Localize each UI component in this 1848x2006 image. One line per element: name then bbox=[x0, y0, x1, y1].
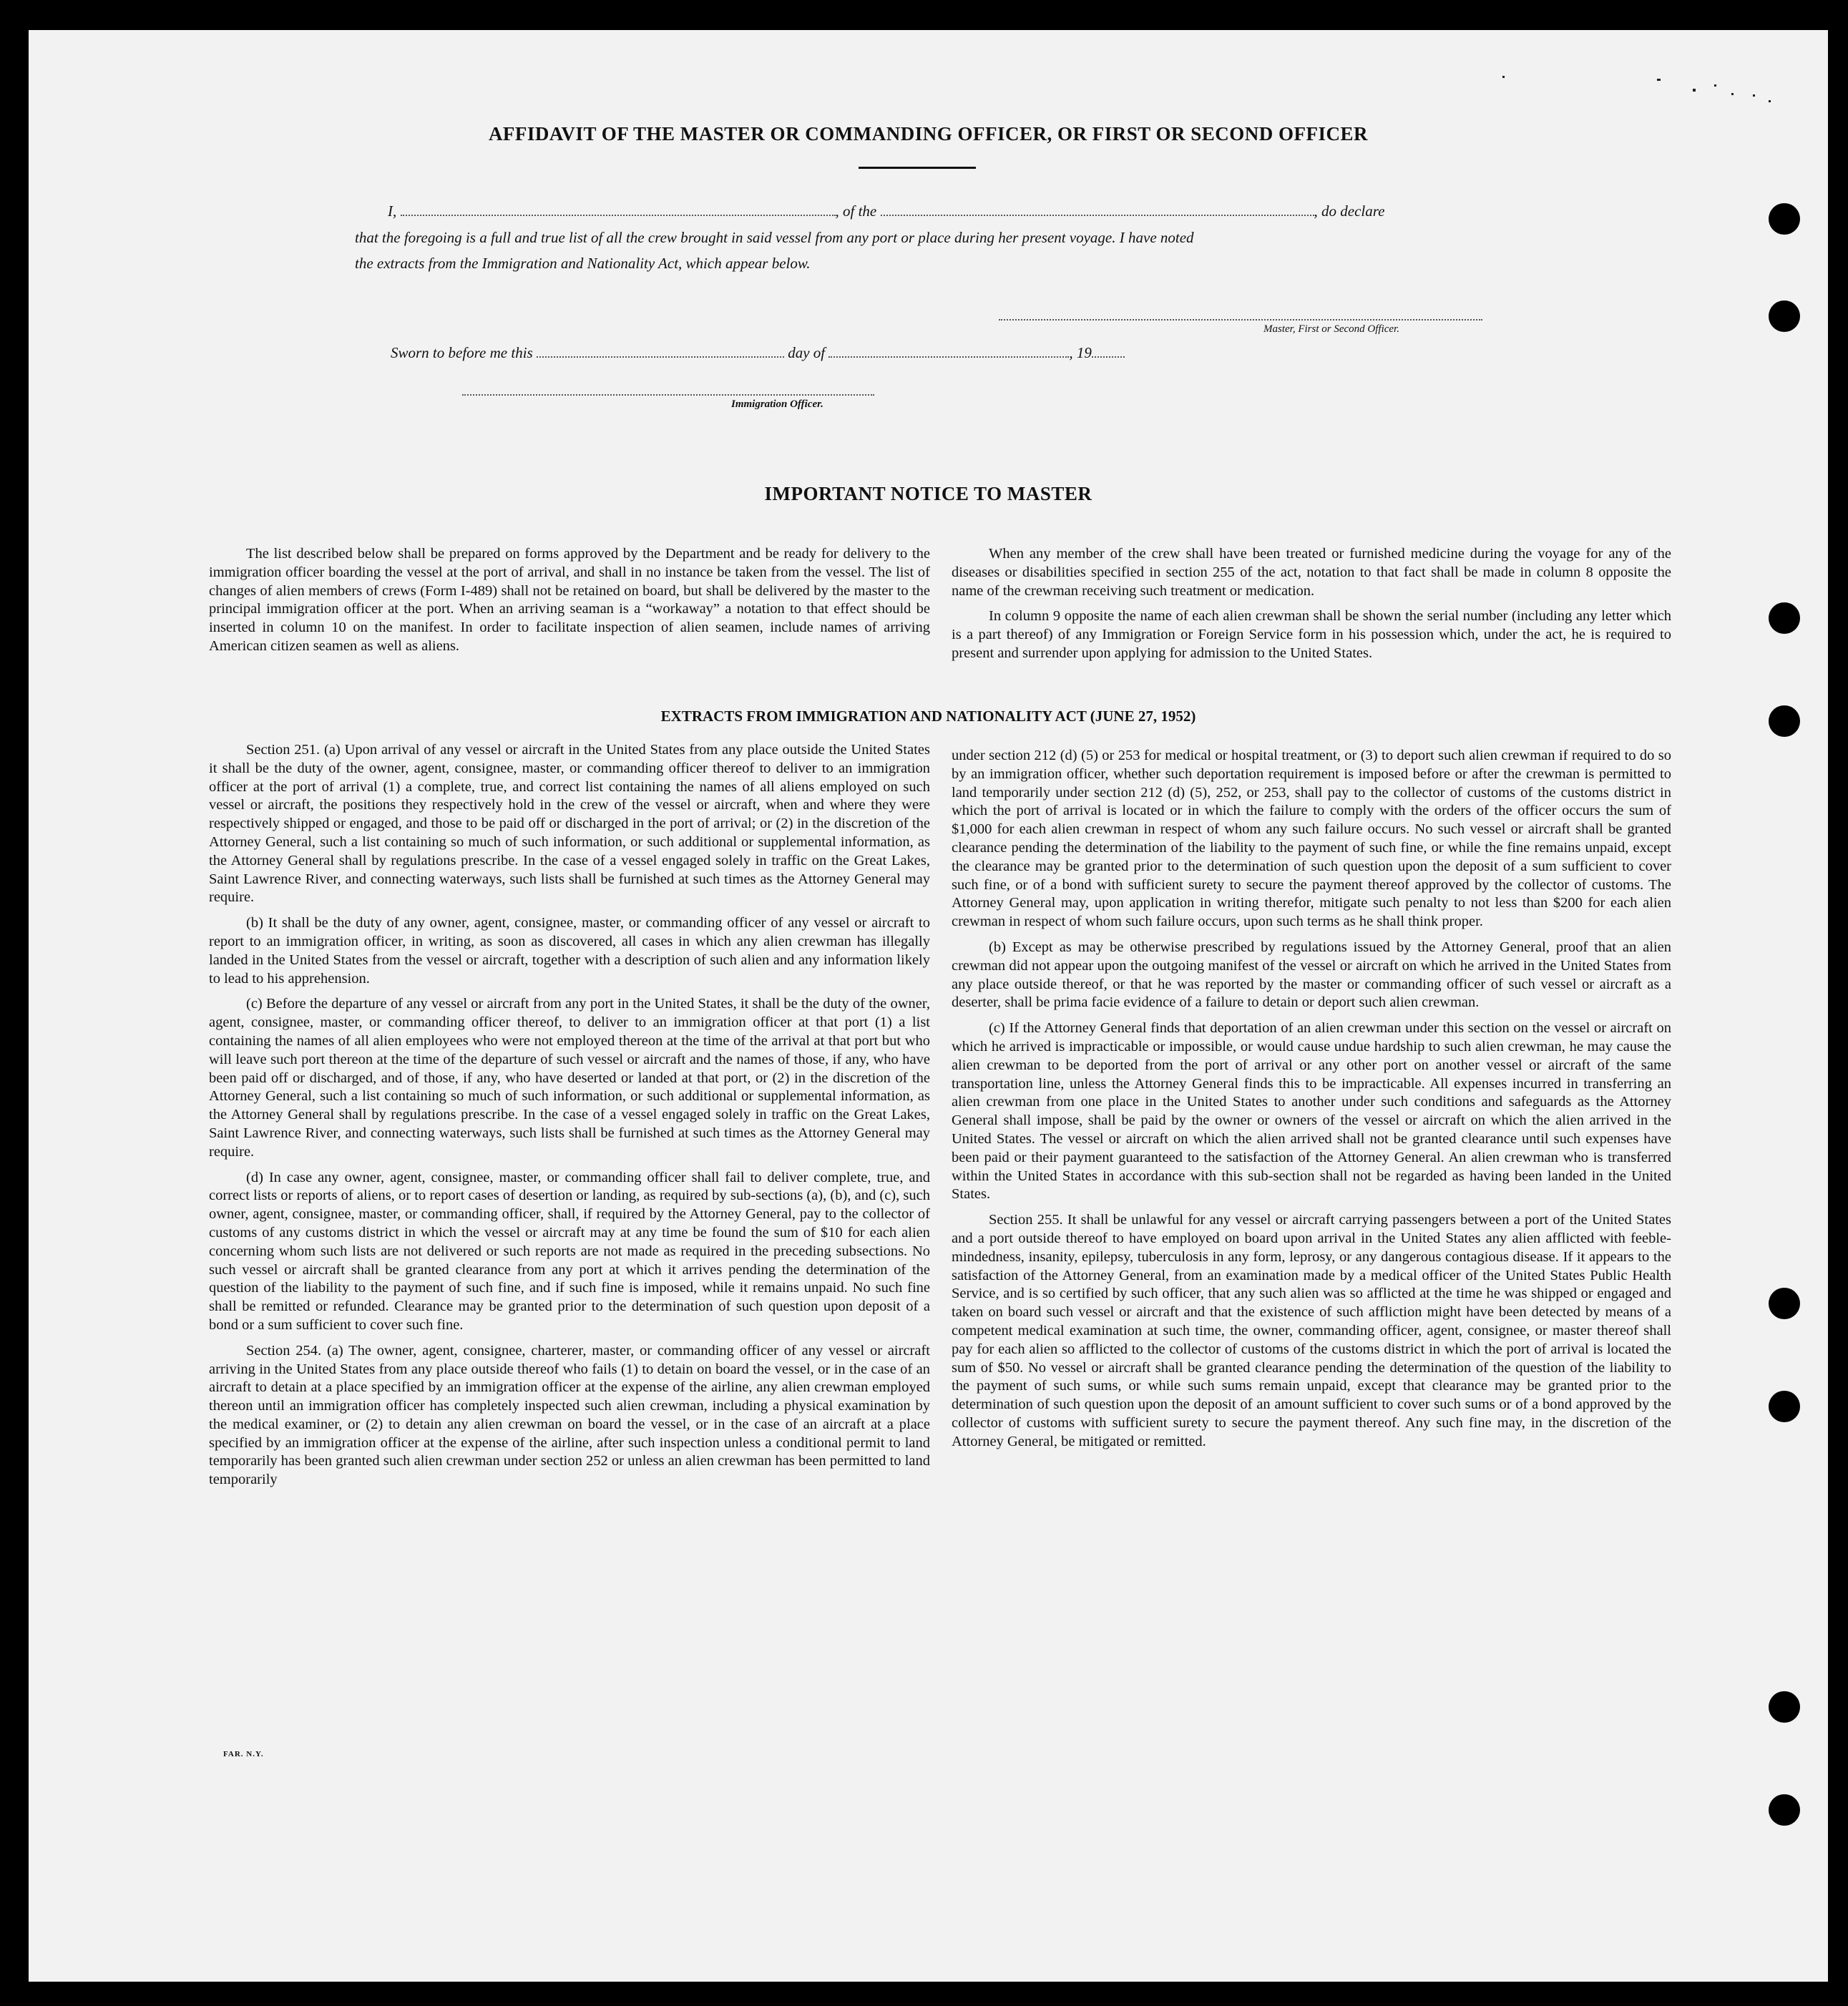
section-251-c: (c) Before the departure of any vessel or aircraft from any port in the United States, it shall be the duty of the owner, agent, consignee, master, or commanding officer thereof, to deliver to an immigration officer at that port (1) a list containing the names of all alien employees who were not employed thereon at the time of the arrival at that port but who will leave such port thereon at the time of the departure of such vessel or aircraft and the names of those, if any, who have been paid off or discharged, and of those, if any, who have deserted or landed at that port, or (2) in the discretion of the Attorney General, such a list containing so much of such information, or such additional or supplemental information, as the Attorney General shall by regulations prescribe. In the case of a vessel engaged solely in traffic on the Great Lakes, Saint Lawrence River, and connecting waterways, such lists shall be furnished at such times as the Attorney General may require. bbox=[209, 996, 930, 1160]
punch-hole bbox=[1769, 1794, 1800, 1826]
extracts-title: EXTRACTS FROM IMMIGRATION AND NATIONALITY ACT (JUNE 27, 1952) bbox=[660, 708, 1196, 725]
title-underline bbox=[859, 167, 976, 169]
section-251-a: Section 251. (a) Upon arrival of any vessel or aircraft in the United States from any place outside the United States it shall be the duty of the owner, agent, consignee, master, or commanding officer thereof to deliver to an immigration officer at the port of arrival (1) a complete, true, and correct list containing the names of all aliens employed on such vessel or aircraft, the positions they respectively hold in the crew of the vessel or aircraft, when and where they were respectively shipped or engaged, and those to be paid off or discharged in the port of arrival; or (2) in the discretion of the Attorney General, such a list containing so much of such information, or such additional or supplemental information, as the Attorney General shall by regulations prescribe. In the case of a vessel engaged solely in traffic on the Great Lakes, Saint Lawrence River, and connecting waterways, such lists shall be furnished at such times as the Attorney General may require. bbox=[209, 742, 930, 906]
affidavit-line-3: the extracts from the Immigration and Nationality Act, which appear below. bbox=[355, 255, 811, 272]
scan-speck bbox=[1693, 89, 1696, 92]
scan-speck bbox=[1753, 94, 1755, 97]
punch-hole bbox=[1769, 300, 1800, 332]
section-254-c: (c) If the Attorney General finds that deportation of an alien crewman under this section on the vessel or aircraft on which he arrived is impracticable or impossible, or would cause undue hardship to such alien crewman, he may cause the alien crewman to be deported from the port of arrival or any other port on another vessel or aircraft of the same transportation line, unless the Attorney General finds this to be impracticable. All expenses incurred in transferring an alien crewman from one place in the United States to another under such conditions and safeguards as the Attorney General shall impose, shall be paid by the owner or owners of the vessel or aircraft on which the alien arrived in the United States. The vessel or aircraft on which the alien arrived shall not be granted clearance until such expenses have been paid or their payment guaranteed to the satisfaction of the Attorney General. An alien crewman who is transferred within the United States in accordance with this sub-section shall not be regarded as having been landed in the United States. bbox=[952, 1020, 1671, 1203]
sworn-year-field[interactable] bbox=[1092, 343, 1125, 358]
crew-officer-name-field[interactable] bbox=[401, 202, 836, 216]
immigration-officer-signature-line[interactable] bbox=[462, 394, 874, 396]
section-254-b: (b) Except as may be otherwise prescribed by regulations issued by the Attorney General, proof that an alien crewman did not appear upon the outgoing manifest of the vessel or aircraft on which he arrived in the United States from any place outside thereof, or that he was reported by the master or commanding officer of such vessel or aircraft as a deserter, shall be prima facie evidence of a failure to detain or deport such alien crewman. bbox=[952, 939, 1671, 1011]
punch-hole bbox=[1769, 203, 1800, 235]
punch-hole bbox=[1769, 602, 1800, 634]
sworn-month-field[interactable] bbox=[828, 343, 1069, 358]
section-255: Section 255. It shall be unlawful for any vessel or aircraft carrying passengers between a port of the United States and a port outside thereof to have employed on board upon arrival in the United States any alien afflicted with feeble-mindedness, insanity, epilepsy, tuberculosis in any form, leprosy, or any dangerous contagious disease. If it appears to the satisfaction of the Attorney General, from an examination made by a medical officer of the United States Public Health Service, and is so certified by such officer, that any such alien was so afflicted at the time he was shipped or engaged and taken on board such vessel or aircraft and that the existence of such affliction might have been detected by means of a competent medical examination at such time, the owner, commanding officer, agent, consignee, or master thereof shall pay for each alien so afflicted to the collector of customs of the customs district in which the port of arrival is located the sum of $50. No vessel or aircraft shall be granted clearance pending the determination of the question of the liability to the payment of such sums, or while such sums remain unpaid, except that clearance may be granted prior to the determination of such question upon the deposit of an amount sufficient to cover such sums or of a bond approved by the collector of customs with sufficient surety to secure the payment thereof. Any such fine may, in the discretion of the Attorney General, be mitigated or remitted. bbox=[952, 1212, 1671, 1449]
affidavit-line-1 bbox=[388, 202, 1384, 220]
sworn-prefix-label: Sworn to before me this bbox=[391, 344, 533, 361]
scan-speck bbox=[1502, 76, 1505, 78]
affidavit-i-label: I, bbox=[388, 202, 397, 220]
notice-left-column bbox=[209, 545, 930, 656]
immigration-officer-label: Immigration Officer. bbox=[731, 398, 823, 410]
punch-hole bbox=[1769, 1288, 1800, 1319]
document-page bbox=[29, 30, 1828, 1982]
extracts-right-column bbox=[952, 747, 1671, 1451]
notice-right-paragraph-1: When any member of the crew shall have been treated or furnished medicine during the voyage for any of the diseases or disabilities specified in section 255 of the act, notation to that fact shall be made in column 8 opposite the name of the crewman receiving such treatment or medication. bbox=[952, 546, 1671, 599]
notice-right-paragraph-2: In column 9 opposite the name of each alien crewman shall be shown the serial number (including any letter which is a part thereof) of any Immigration or Foreign Service form in his possession which, under the act, he is required to present and surrender upon applying for admission to the United States. bbox=[952, 608, 1671, 661]
sworn-day-field[interactable] bbox=[537, 343, 784, 358]
affidavit-line-2: that the foregoing is a full and true list of all the crew brought in said vessel from any port or place during her present voyage. I have noted bbox=[355, 229, 1194, 246]
vessel-name-field[interactable] bbox=[881, 202, 1314, 216]
section-254-a-continued: under section 212 (d) (5) or 253 for medical or hospital treatment, or (3) to deport such alien crewman if required to do so by an immigration officer, whether such deportation requirement is imposed before or after the crewman is permitted to land temporarily under section 212 (d) (5), 252, or 253, shall pay to the collector of customs of the customs district in which the port of arrival is located or in which the failure to comply with the orders of the officer occurs the sum of $1,000 for each alien crewman in respect of whom any such failure occurs. No such vessel or aircraft shall be granted clearance pending the determination of the liability to the payment of such fine, or while the fine remains unpaid, except the clearance may be granted prior to the determination of such question upon the deposit of a sum sufficient to cover such fine, or of a bond with sufficient surety to secure the payment thereof approved by the collector of customs. The Attorney General may, upon application in writing therefor, mitigate such penalty to not less than $200 for each alien crewman in respect of whom such failure occurs, upon such terms as he shall think proper. bbox=[952, 748, 1671, 930]
sworn-year-label: , 19 bbox=[1069, 344, 1092, 361]
punch-hole bbox=[1769, 1691, 1800, 1723]
printer-mark: FAR. N.Y. bbox=[223, 1750, 264, 1758]
affidavit-title: AFFIDAVIT OF THE MASTER OR COMMANDING OFFICER, OR FIRST OR SECOND OFFICER bbox=[488, 123, 1369, 145]
notice-title: IMPORTANT NOTICE TO MASTER bbox=[764, 483, 1092, 504]
scan-speck bbox=[1731, 93, 1734, 95]
section-254-a: Section 254. (a) The owner, agent, consignee, charterer, master, or commanding officer of any vessel or aircraft arriving in the United States from any place outside thereof who fails (1) to detain on board the vessel, or in the case of an aircraft to detain at a place specified by an immigration officer at the expense of the airline, any alien crewman employed thereon until an immigration officer has completely inspected such alien crewman, including a physical examination by the medical examiner, or (2) to detain any alien crewman on board the vessel, or in the case of an aircraft at a place specified by an immigration officer at the expense of the airline, after such inspection unless a conditional permit to land temporarily has been granted such alien crewman under section 252 or unless an alien crewman has been permitted to land temporarily bbox=[209, 1342, 930, 1488]
notice-right-column bbox=[952, 545, 1671, 663]
sworn-day-of-label: day of bbox=[788, 344, 826, 361]
extracts-left-column bbox=[209, 741, 930, 1489]
affidavit-of-the-label: , of the bbox=[835, 202, 877, 220]
scan-speck bbox=[1714, 84, 1716, 87]
affidavit-do-declare-label: , do declare bbox=[1314, 202, 1385, 220]
master-signature-label: Master, First or Second Officer. bbox=[1263, 323, 1399, 335]
scan-speck bbox=[1769, 100, 1771, 102]
notice-left-paragraph: The list described below shall be prepared on forms approved by the Department and be ready for delivery to the immigration officer boarding the vessel at the port of arrival, and shall in no instance be taken from the vessel. The list of changes of alien members of crews (Form I-489) shall not be retained on board, but shall be delivered by the master to the principal immigration officer at the port. When an arriving seaman is a “workaway” a notation to that effect should be inserted in column 10 on the manifest. In order to facilitate inspection of alien seamen, include names of arriving American citizen seamen as well as aliens. bbox=[209, 546, 930, 654]
punch-hole bbox=[1769, 1391, 1800, 1422]
section-251-b: (b) It shall be the duty of any owner, agent, consignee, master, or commanding officer of any vessel or aircraft to report to an immigration officer, in writing, as soon as discovered, all cases in which any alien crewman has illegally landed in the United States from the vessel or aircraft, together with a description of such alien and any information likely to lead to his apprehension. bbox=[209, 915, 930, 987]
scan-speck bbox=[1657, 79, 1661, 81]
section-251-d: (d) In case any owner, agent, consignee, master, or commanding officer shall fail to deliver complete, true, and correct lists or reports of aliens, or to report cases of desertion or landing, as required by sub-sections (a), (b), and (c), such owner, agent, consignee, master, or commanding officer, shall, if required by the Attorney General, pay to the collector of customs of any customs district in which the vessel or aircraft may at any time be found the sum of $10 for each alien concerning whom such lists are not delivered or such reports are not made as required in the preceding subsections. No such vessel or aircraft shall be granted clearance from any port at which it arrives pending the determination of the question of the liability to the payment of such fine, and if such fine is imposed, while it remains unpaid. No such fine shall be remitted or refunded. Clearance may be granted prior to the determination of such question upon deposit of a bond or a sum sufficient to cover such fine. bbox=[209, 1169, 930, 1333]
sworn-line bbox=[391, 343, 1125, 362]
master-signature-line[interactable] bbox=[999, 319, 1482, 321]
